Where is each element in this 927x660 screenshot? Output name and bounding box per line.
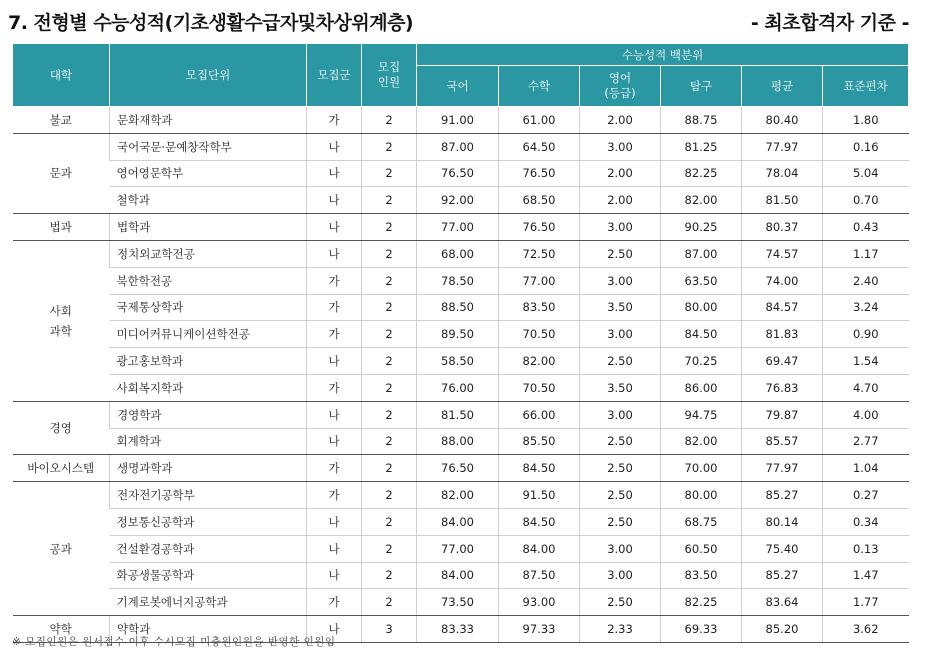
recruit-group: 가 [307,294,362,321]
inquiry-score: 82.25 [661,160,742,187]
inquiry-score: 86.00 [661,374,742,401]
math-score: 91.50 [499,482,580,509]
inquiry-score: 82.00 [661,187,742,214]
univ-name: 약학 [13,616,110,643]
recruit-count: 2 [362,214,417,241]
average-score: 69.47 [742,348,823,375]
std-dev: 1.17 [823,240,909,267]
english-grade: 3.00 [580,133,661,160]
recruit-group: 가 [307,589,362,616]
score-table [12,44,909,643]
recruit-count: 3 [362,616,417,643]
english-grade: 3.00 [580,267,661,294]
english-grade: 3.00 [580,214,661,241]
recruit-group: 나 [307,428,362,455]
table-row [13,428,909,455]
inquiry-score: 80.00 [661,294,742,321]
korean-score: 78.50 [417,267,499,294]
average-score: 74.00 [742,267,823,294]
english-grade: 3.00 [580,401,661,428]
average-score: 77.97 [742,133,823,160]
english-grade: 2.50 [580,455,661,482]
table-row [13,401,909,428]
table-row [13,482,909,509]
inquiry-score: 94.75 [661,401,742,428]
unit-name: 생명과학과 [110,455,307,482]
unit-name: 문화재학과 [110,107,307,134]
table-row [13,267,909,294]
inquiry-score: 69.33 [661,616,742,643]
page-subtitle: - 최초합격자 기준 - [750,12,909,34]
recruit-group: 가 [307,321,362,348]
recruit-group: 가 [307,267,362,294]
inquiry-score: 82.00 [661,428,742,455]
korean-score: 76.50 [417,160,499,187]
unit-name: 건설환경공학과 [110,535,307,562]
recruit-count: 2 [362,187,417,214]
recruit-group: 가 [307,455,362,482]
recruit-count: 2 [362,107,417,134]
korean-score: 83.33 [417,616,499,643]
inquiry-score: 90.25 [661,214,742,241]
std-dev: 2.77 [823,428,909,455]
average-score: 81.83 [742,321,823,348]
english-grade: 3.00 [580,321,661,348]
korean-score: 58.50 [417,348,499,375]
footnote: ※ 모집인원은 원서접수 이후 수시모집 미충원인원을 반영한 인원임 [12,636,336,648]
recruit-group: 나 [307,401,362,428]
english-grade: 2.33 [580,616,661,643]
recruit-count: 2 [362,562,417,589]
header-percentile: 수능성적 백분위 [417,44,909,66]
recruit-count: 2 [362,240,417,267]
table-row [13,160,909,187]
table-row [13,455,909,482]
average-score: 80.40 [742,107,823,134]
inquiry-score: 88.75 [661,107,742,134]
recruit-count: 2 [362,348,417,375]
recruit-count: 2 [362,589,417,616]
std-dev: 1.04 [823,455,909,482]
table-row [13,321,909,348]
table-row [13,535,909,562]
recruit-group: 나 [307,214,362,241]
table-row [13,508,909,535]
math-score: 83.50 [499,294,580,321]
std-dev: 0.16 [823,133,909,160]
math-score: 85.50 [499,428,580,455]
recruit-count: 2 [362,294,417,321]
average-score: 85.27 [742,562,823,589]
std-dev: 4.00 [823,401,909,428]
table-row [13,107,909,134]
korean-score: 87.00 [417,133,499,160]
english-grade: 2.50 [580,508,661,535]
korean-score: 91.00 [417,107,499,134]
unit-name: 경영학과 [110,401,307,428]
inquiry-score: 82.25 [661,589,742,616]
math-score: 72.50 [499,240,580,267]
english-grade: 2.00 [580,187,661,214]
unit-name: 영어영문학부 [110,160,307,187]
math-score: 87.50 [499,562,580,589]
inquiry-score: 63.50 [661,267,742,294]
unit-name: 미디어커뮤니케이션학전공 [110,321,307,348]
univ-name: 바이오시스템 [13,455,110,482]
average-score: 75.40 [742,535,823,562]
recruit-group: 나 [307,535,362,562]
math-score: 66.00 [499,401,580,428]
table-row [13,348,909,375]
unit-name: 정보통신공학과 [110,508,307,535]
header-average: 평균 [742,66,823,107]
math-score: 70.50 [499,321,580,348]
univ-name: 법과 [13,214,110,241]
std-dev: 1.47 [823,562,909,589]
math-score: 77.00 [499,267,580,294]
inquiry-score: 70.00 [661,455,742,482]
recruit-count: 2 [362,455,417,482]
english-grade: 2.00 [580,160,661,187]
math-score: 93.00 [499,589,580,616]
unit-name: 국어국문·문예창작학부 [110,133,307,160]
recruit-count: 2 [362,482,417,509]
recruit-count: 2 [362,401,417,428]
recruit-count: 2 [362,508,417,535]
unit-name: 정치외교학전공 [110,240,307,267]
std-dev: 2.40 [823,267,909,294]
table-row [13,133,909,160]
unit-name: 약학과 [110,616,307,643]
recruit-count: 2 [362,374,417,401]
inquiry-score: 68.75 [661,508,742,535]
header-korean: 국어 [417,66,499,107]
english-grade: 2.50 [580,482,661,509]
table-row [13,214,909,241]
std-dev: 0.34 [823,508,909,535]
inquiry-score: 60.50 [661,535,742,562]
std-dev: 1.54 [823,348,909,375]
inquiry-score: 80.00 [661,482,742,509]
std-dev: 3.62 [823,616,909,643]
std-dev: 1.77 [823,589,909,616]
header-std: 표준편차 [823,66,909,107]
average-score: 79.87 [742,401,823,428]
inquiry-score: 87.00 [661,240,742,267]
header-univ: 대학 [13,44,110,107]
header-english: 영어 (등급) [580,66,661,107]
recruit-group: 나 [307,160,362,187]
math-score: 82.00 [499,348,580,375]
recruit-count: 2 [362,160,417,187]
unit-name: 광고홍보학과 [110,348,307,375]
table-body [13,107,909,643]
recruit-group: 나 [307,508,362,535]
recruit-group: 나 [307,348,362,375]
unit-name: 철학과 [110,187,307,214]
english-grade: 2.50 [580,348,661,375]
std-dev: 0.43 [823,214,909,241]
recruit-count: 2 [362,267,417,294]
table-row [13,187,909,214]
english-grade: 2.50 [580,240,661,267]
math-score: 84.00 [499,535,580,562]
korean-score: 76.00 [417,374,499,401]
english-grade: 3.50 [580,374,661,401]
recruit-count: 2 [362,535,417,562]
korean-score: 84.00 [417,562,499,589]
recruit-count: 2 [362,428,417,455]
inquiry-score: 83.50 [661,562,742,589]
unit-name: 기계로봇에너지공학과 [110,589,307,616]
average-score: 83.64 [742,589,823,616]
unit-name: 법학과 [110,214,307,241]
unit-name: 북한학전공 [110,267,307,294]
average-score: 78.04 [742,160,823,187]
math-score: 76.50 [499,160,580,187]
unit-name: 회계학과 [110,428,307,455]
english-grade: 3.00 [580,535,661,562]
table-row [13,589,909,616]
recruit-group: 나 [307,562,362,589]
korean-score: 77.00 [417,214,499,241]
header-unit: 모집단위 [110,44,307,107]
univ-name: 문과 [13,133,110,213]
english-grade: 2.50 [580,428,661,455]
std-dev: 3.24 [823,294,909,321]
math-score: 97.33 [499,616,580,643]
univ-name: 공과 [13,482,110,616]
std-dev: 0.27 [823,482,909,509]
std-dev: 0.13 [823,535,909,562]
unit-name: 화공생물공학과 [110,562,307,589]
table-row [13,374,909,401]
korean-score: 77.00 [417,535,499,562]
page-title: 7. 전형별 수능성적(기초생활수급자및차상위계층) [8,12,414,34]
unit-name: 전자전기공학부 [110,482,307,509]
math-score: 76.50 [499,214,580,241]
korean-score: 84.00 [417,508,499,535]
recruit-count: 2 [362,133,417,160]
recruit-group: 가 [307,482,362,509]
std-dev: 0.70 [823,187,909,214]
korean-score: 88.50 [417,294,499,321]
average-score: 76.83 [742,374,823,401]
average-score: 85.20 [742,616,823,643]
table-row [13,294,909,321]
korean-score: 92.00 [417,187,499,214]
univ-name: 불교 [13,107,110,134]
recruit-group: 나 [307,240,362,267]
korean-score: 81.50 [417,401,499,428]
std-dev: 4.70 [823,374,909,401]
std-dev: 5.04 [823,160,909,187]
header-count: 모집 인원 [362,44,417,107]
average-score: 85.27 [742,482,823,509]
math-score: 64.50 [499,133,580,160]
average-score: 77.97 [742,455,823,482]
header-group: 모집군 [307,44,362,107]
recruit-group: 나 [307,133,362,160]
average-score: 84.57 [742,294,823,321]
table-row [13,562,909,589]
math-score: 70.50 [499,374,580,401]
english-grade: 3.50 [580,294,661,321]
unit-name: 국제통상학과 [110,294,307,321]
korean-score: 88.00 [417,428,499,455]
recruit-group: 가 [307,107,362,134]
average-score: 74.57 [742,240,823,267]
math-score: 84.50 [499,455,580,482]
std-dev: 0.90 [823,321,909,348]
inquiry-score: 81.25 [661,133,742,160]
std-dev: 1.80 [823,107,909,134]
univ-name: 경영 [13,401,110,455]
header-math: 수학 [499,66,580,107]
korean-score: 68.00 [417,240,499,267]
inquiry-score: 84.50 [661,321,742,348]
math-score: 84.50 [499,508,580,535]
average-score: 80.14 [742,508,823,535]
inquiry-score: 70.25 [661,348,742,375]
korean-score: 76.50 [417,455,499,482]
korean-score: 89.50 [417,321,499,348]
header-inquiry: 탐구 [661,66,742,107]
average-score: 81.50 [742,187,823,214]
recruit-group: 가 [307,374,362,401]
english-grade: 3.00 [580,562,661,589]
average-score: 85.57 [742,428,823,455]
math-score: 68.50 [499,187,580,214]
english-grade: 2.50 [580,589,661,616]
recruit-group: 나 [307,187,362,214]
korean-score: 73.50 [417,589,499,616]
recruit-group: 나 [307,616,362,643]
table-header [13,44,909,107]
univ-name: 사회 과학 [13,240,110,401]
recruit-count: 2 [362,321,417,348]
korean-score: 82.00 [417,482,499,509]
unit-name: 사회복지학과 [110,374,307,401]
english-grade: 2.00 [580,107,661,134]
math-score: 61.00 [499,107,580,134]
table-row [13,240,909,267]
average-score: 80.37 [742,214,823,241]
